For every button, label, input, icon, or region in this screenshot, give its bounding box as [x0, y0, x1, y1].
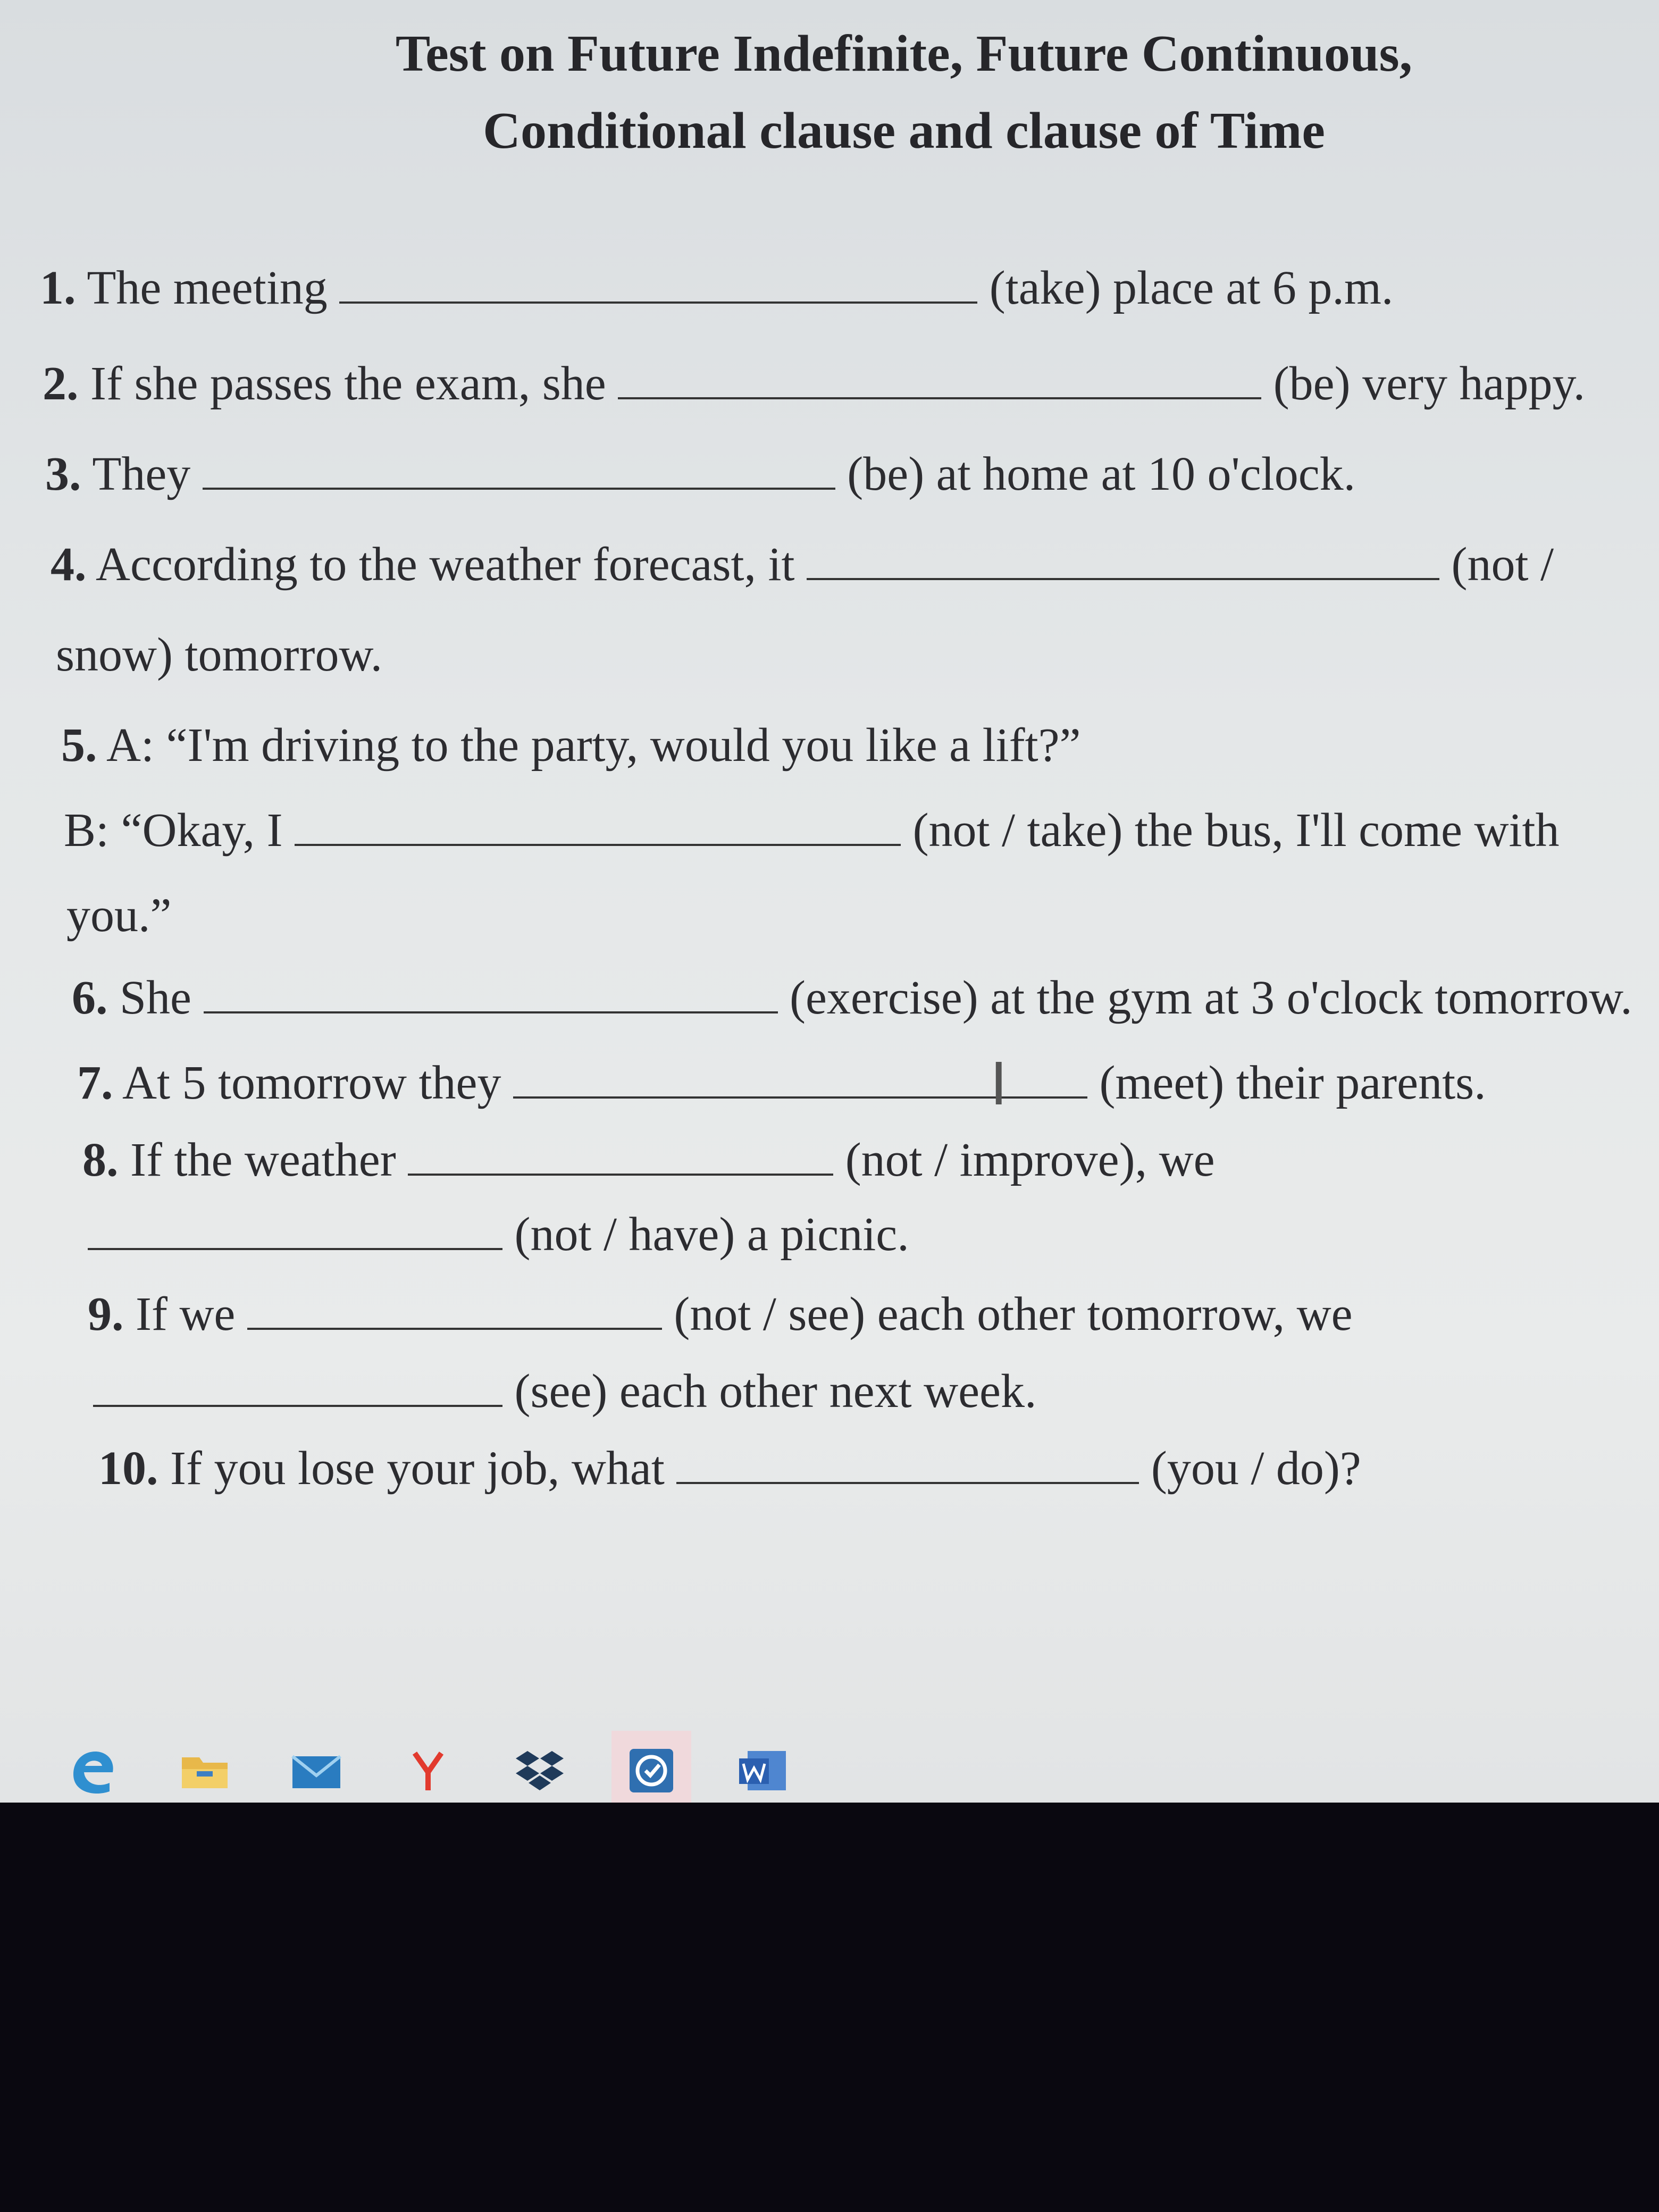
question-number: 9.	[88, 1288, 124, 1340]
question-text: If we	[136, 1288, 236, 1340]
text-cursor-icon: I	[990, 1050, 1008, 1118]
question-hint: (not /	[1451, 538, 1554, 591]
question-hint: (be) at home at 10 o'clock.	[847, 448, 1356, 500]
page-title: Test on Future Indefinite, Future Continuous,	[395, 25, 1413, 82]
question-text: According to the weather forecast, it	[96, 538, 795, 591]
question-hint: (see) each other next week.	[514, 1365, 1037, 1418]
dropbox-icon[interactable]	[500, 1731, 580, 1803]
question-hint: (not / see) each other tomorrow, we	[674, 1288, 1353, 1340]
question-number: 1.	[40, 262, 76, 314]
question-6	[72, 970, 1632, 1025]
question-number: 7.	[77, 1057, 113, 1109]
question-number: 8.	[82, 1134, 119, 1186]
question-8	[82, 1133, 1215, 1187]
question-text: B: “Okay, I	[64, 804, 283, 857]
question-5	[61, 718, 1080, 773]
question-text: They	[92, 448, 191, 500]
taskbar	[53, 1723, 883, 1803]
question-text: If the weather	[130, 1134, 396, 1186]
question-text: A: “I'm driving to the party, would you like a lift?”	[106, 719, 1081, 772]
question-number: 10.	[98, 1442, 158, 1495]
todo-icon[interactable]	[611, 1731, 691, 1803]
question-hint: (meet) their parents.	[1099, 1057, 1486, 1109]
question-7	[77, 1055, 1486, 1110]
question-8-line-2	[88, 1207, 909, 1262]
answer-blank[interactable]	[247, 1291, 662, 1330]
question-4	[51, 537, 1554, 592]
question-1	[40, 261, 1393, 315]
page-subtitle: Conditional clause and clause of Time	[483, 102, 1325, 160]
answer-blank[interactable]	[676, 1445, 1139, 1484]
question-hint: (not / take) the bus, I'll come with	[912, 804, 1560, 857]
question-number: 6.	[72, 971, 108, 1024]
answer-blank[interactable]	[93, 1368, 502, 1407]
question-number: 5.	[61, 719, 97, 772]
question-text: The meeting	[87, 262, 328, 314]
question-number: 3.	[45, 448, 81, 500]
question-2	[43, 356, 1585, 411]
mail-icon[interactable]	[276, 1731, 356, 1803]
yandex-icon[interactable]	[388, 1731, 468, 1803]
answer-blank[interactable]	[203, 450, 835, 490]
answer-blank[interactable]	[408, 1136, 833, 1176]
file-explorer-icon[interactable]	[165, 1731, 245, 1803]
answer-blank[interactable]	[295, 807, 901, 846]
answer-blank[interactable]	[618, 360, 1261, 399]
question-hint: (exercise) at the gym at 3 o'clock tomorrow.	[790, 971, 1632, 1024]
question-4-continuation: snow) tomorrow.	[56, 629, 383, 681]
edge-icon[interactable]	[53, 1731, 133, 1803]
question-hint: (take) place at 6 p.m.	[989, 262, 1394, 314]
question-number: 4.	[51, 538, 87, 591]
answer-blank[interactable]	[339, 264, 977, 304]
question-3	[45, 447, 1355, 501]
question-text: If you lose your job, what	[170, 1442, 665, 1495]
question-9-line-2	[93, 1364, 1036, 1419]
question-text: At 5 tomorrow they	[122, 1057, 501, 1109]
word-icon[interactable]	[723, 1731, 803, 1803]
question-10	[98, 1441, 1361, 1496]
question-text: She	[120, 971, 191, 1024]
answer-blank[interactable]	[204, 974, 778, 1013]
question-hint: (not / have) a picnic.	[514, 1208, 909, 1261]
answer-blank[interactable]	[88, 1211, 502, 1250]
question-hint: (not / improve), we	[845, 1134, 1215, 1186]
question-text: If she passes the exam, she	[90, 357, 606, 410]
question-5-continuation: you.”	[66, 889, 172, 942]
question-number: 2.	[43, 357, 79, 410]
question-hint: (you / do)?	[1151, 1442, 1361, 1495]
question-hint: (be) very happy.	[1273, 357, 1586, 410]
question-9	[88, 1287, 1353, 1342]
answer-blank[interactable]	[807, 541, 1439, 580]
question-5-line-b	[64, 803, 1560, 858]
